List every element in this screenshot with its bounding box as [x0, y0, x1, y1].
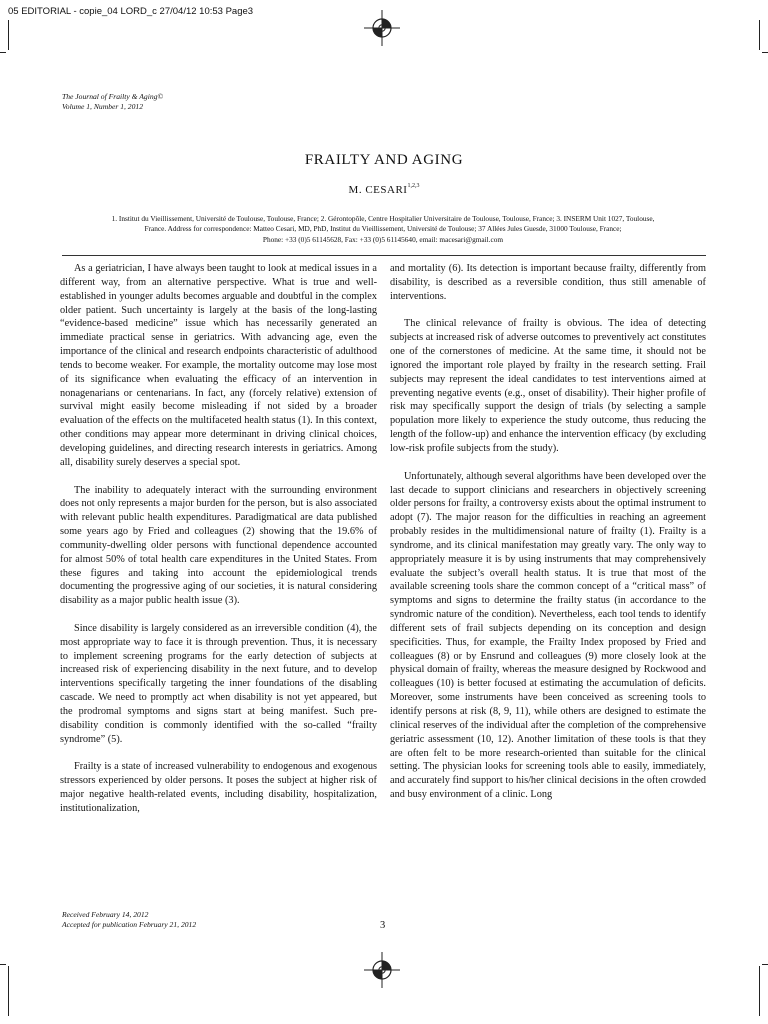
crop-mark-bottom-right — [759, 966, 760, 1016]
body-paragraph: Unfortunately, although several algorithms have been developed over the last decade to support clinicians and researchers in objectively screening older persons for frailty, a controversy exists about the optimal instrument to adopt (7). The major reason for the difficulties in reaching an agreement probably resides in the multidimensional nature of frailty (1). Frailty is a syndrome, and its clinical manifestation may greatly vary. The only way to appropriately measure it is by using instruments that may comprehensively evaluate the subject’s overall health status. It is true that most of the available screening tools share the common concept of a “critical mass” of symptoms and signs to determine the frailty status (in accordance to the syndromic nature of the condition). Nevertheless, each tool tends to identify different sets of frail subjects depending on its conception and design specificities. Thus, for example, the Frailty Index proposed by Fried and colleagues (8) or by Ensrund and colleagues (9) more closely look at the physical domain of frailty, whereas the measure designed by Rockwood and colleagues (10) is better focused at estimating the accumulation of deficits. Moreover, some instruments have been conceived as screening tools to identify persons at risk (8, 9, 11), while others are designed to estimate the clinical reserves of the individual after the completion of the comprehensive geriatric assessment (10, 12). Another limitation of these tools is that they are often felt to be more research-oriented than suitable for the clinical setting. The physician looks for screening tools able to easily, immediately, and accurately find support to his/her clinical decisions in the often crowded and busy environment of a clinic. Long — [390, 470, 706, 801]
crop-mark-bottom-right-h — [762, 964, 768, 965]
registration-mark-bottom-icon — [364, 952, 400, 988]
body-paragraph: As a geriatrician, I have always been taught to look at medical issues in a different way, from an alternative perspective. What is true and well-established in younger adults becomes arguable and doubtful in the complex older patient. Such uncertainty is largely at the basis of the long-lasting “evidence-based medicine” issue which has necessarily generated an immediate practical sense in geriatrics. With advancing age, even the importance of the clinical and research endpoints characteristic of adulthood tends to become weaker. For example, the mortality outcome may lose most of its significance when evaluating the efficacy of an intervention in nonagenarians or centenarians. In fact, any (forcely relative) extension of survival might easily become misleading if not sided by a broader evaluation of the effects on the multifaceted health status (1). In this context, other conditions may appear more determinant in driving clinical choices, developing guidelines, and directing research interests in geriatrics. Among all, disability surely deserves a special spot. — [60, 263, 377, 468]
crop-mark-top-left — [8, 20, 9, 50]
journal-name: The Journal of Frailty & Aging© — [62, 92, 164, 101]
author-name: M. CESARI — [348, 184, 408, 196]
body-paragraph: and mortality (6). Its detection is important because frailty, differently from disability, is described as a reversible condition, thus still amenable of interventions. — [390, 263, 706, 302]
left-column — [60, 262, 377, 830]
received-dates — [62, 910, 196, 929]
crop-mark-bottom-left — [8, 966, 9, 1016]
crop-mark-top-left-h — [0, 52, 6, 53]
affiliation-line: 1. Institut du Vieillissement, Université de Toulouse, Toulouse, France; 2. Gérontopôle, Centre Hospitalier Universitaire de Toulouse, Toulouse, France; 3. INSERM Unit 1027, Toulouse, — [111, 214, 655, 223]
body-paragraph: Frailty is a state of increased vulnerability to endogenous and exogenous stressors experienced by older persons. It poses the subject at higher risk of major negative health-related events, including disability, hospitalization, institutionalization, — [60, 761, 377, 814]
right-column — [390, 262, 706, 816]
accepted-date: Accepted for publication February 21, 2012 — [62, 919, 197, 929]
body-paragraph: Since disability is largely considered as an irreversible condition (4), the most appropriate way to face it is through prevention. Thus, it is necessary to implement screening programs for the early detection of subjects at increased risk of experiencing disability in the next future, and to develop interventions specifically targeting the inner foundations of the disabling cascade. We need to promptly act when disability is not yet appeared, but the prodromal symptoms and signs start at being manifest. Such pre-disability condition is commonly identified with the so-called “frailty syndrome” (5). — [60, 622, 377, 745]
registration-mark-top-icon — [364, 10, 400, 46]
crop-mark-top-right — [759, 20, 760, 50]
body-paragraph: The clinical relevance of frailty is obvious. The idea of detecting subjects at increased risk of adverse outcomes to preventively act constitutes one of the cornerstones of medicine. At the same time, it should not be ignored the important role played by frailty in the research setting. Frail subjects may represent the ideal candidates to test interventions aimed at preventing negative events (e.g., onset of disability). Their higher profile of risk may specifically support the design of trials (by selecting a sample population more likely to experience the study outcome, thus reducing the length of the follow-up) and enhance the intervention efficacy (by excluding low-risk profile subjects from the study). — [390, 318, 706, 454]
article-title: FRAILTY AND AGING — [304, 152, 464, 168]
body-paragraph: The inability to adequately interact with the surrounding environment does not only represents a major burden for the person, but is also associated with relevant public health expenditures. Paradigmatical are data published some years ago by Fried and colleagues (2) showing that the 19.6% of community-dwelling older persons with functional dependence accounted for almost 50% of total health care expenditures in the United States. From these figures and taking into account the epidemiological trends documenting the progressive aging of our societies, it is natural considering disability as a major public health issue (3). — [60, 484, 377, 607]
crop-mark-bottom-left-h — [0, 964, 6, 965]
affiliation-block — [58, 214, 708, 245]
author-line — [0, 184, 768, 196]
crop-mark-top-right-h — [762, 52, 768, 53]
affiliation-line: Phone: +33 (0)5 61145628, Fax: +33 (0)5 61145640, email: macesari@gmail.com — [262, 234, 504, 244]
header-divider — [62, 255, 706, 256]
journal-volume: Volume 1, Number 1, 2012 — [62, 102, 143, 111]
received-date: Received February 14, 2012 — [62, 910, 149, 919]
author-affiliation-numbers: 1,2,3 — [407, 183, 420, 189]
page-number: 3 — [380, 920, 386, 931]
affiliation-line: France. Address for correspondence: Matteo Cesari, MD, PhD, Institut du Vieillissement, Université de Toulouse; 37 Allées Jules Guesde, 31000 Toulouse, France; — [144, 224, 622, 234]
printer-slug-line: 05 EDITORIAL - copie_04 LORD_c 27/04/12 10:53 Page3 — [8, 6, 254, 17]
journal-header — [62, 92, 163, 112]
